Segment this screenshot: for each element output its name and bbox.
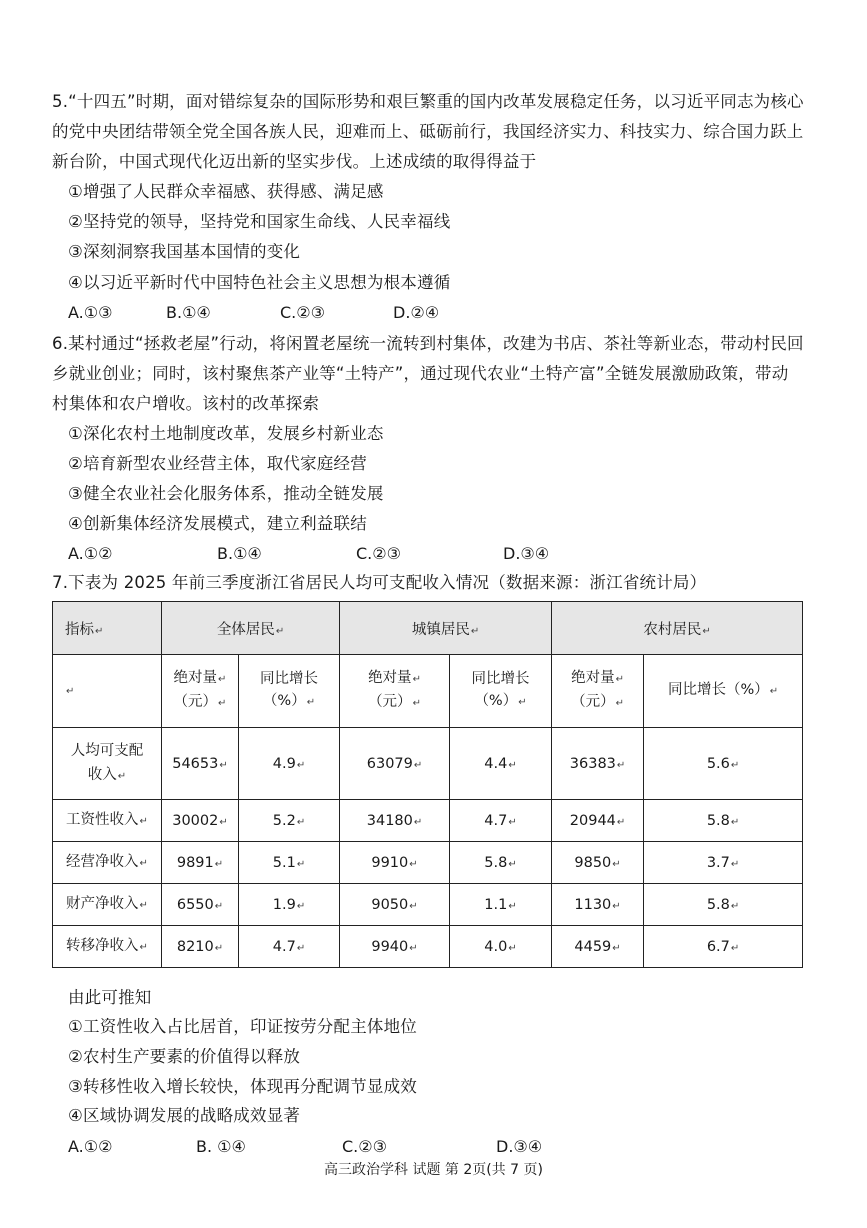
table-cell: 5.1↵ xyxy=(239,842,340,884)
q5-stem-line-2: 的党中央团结带领全党全国各族人民，迎难而上、砥砺前行，我国经济实力、科技实力、综合国力跃上 xyxy=(52,122,804,141)
header-group-all: 全体居民↵ xyxy=(162,602,340,655)
table-cell: 30002↵ xyxy=(162,800,239,842)
q5-choice-b: B.①④ xyxy=(166,303,211,322)
table-cell: 1.9↵ xyxy=(239,884,340,926)
subheader-abs: 绝对量↵ （元）↵ xyxy=(162,655,239,728)
q7-choice-a: A.①② xyxy=(68,1137,113,1156)
table-cell: 1.1↵ xyxy=(450,884,552,926)
header-index: 指标↵ xyxy=(53,602,162,655)
row-label: 工资性收入↵ xyxy=(53,800,162,842)
q6-option-1: ①深化农村土地制度改革，发展乡村新业态 xyxy=(68,424,384,443)
q6-stem-line-2: 乡就业创业；同时，该村聚焦茶产业等“土特产”，通过现代农业“土特产富”全链发展激励政策，带动 xyxy=(52,364,789,383)
q6-option-4: ④创新集体经济发展模式，建立利益联结 xyxy=(68,514,367,533)
table-cell: 4.7↵ xyxy=(239,926,340,968)
q7-choice-c: C.②③ xyxy=(342,1137,387,1156)
subheader-empty: ↵ xyxy=(53,655,162,728)
table-row xyxy=(53,728,803,800)
subheader-abs: 绝对量↵ （元）↵ xyxy=(340,655,450,728)
q5-choice-c: C.②③ xyxy=(280,303,325,322)
q7-stem: 7.下表为 2025 年前三季度浙江省居民人均可支配收入情况（数据来源：浙江省统计局） xyxy=(52,573,707,592)
q7-option-2: ②农村生产要素的价值得以释放 xyxy=(68,1047,301,1066)
q6-option-2: ②培育新型农业经营主体，取代家庭经营 xyxy=(68,454,367,473)
q6-choice-d: D.③④ xyxy=(503,544,550,563)
row-label: 人均可支配 收入↵ xyxy=(53,728,162,800)
table-cell: 6.7↵ xyxy=(644,926,803,968)
table-cell: 54653↵ xyxy=(162,728,239,800)
table-subheader-row xyxy=(53,655,803,728)
q5-option-2: ②坚持党的领导，坚持党和国家生命线、人民幸福线 xyxy=(68,212,451,231)
table-cell: 9910↵ xyxy=(340,842,450,884)
table-cell: 9940↵ xyxy=(340,926,450,968)
q5-choice-d: D.②④ xyxy=(393,303,440,322)
table-cell: 20944↵ xyxy=(552,800,644,842)
table-cell: 9850↵ xyxy=(552,842,644,884)
table-cell: 5.2↵ xyxy=(239,800,340,842)
q5-stem-line-1: 5.“十四五”时期，面对错综复杂的国际形势和艰巨繁重的国内改革发展稳定任务，以习近平同志为核心 xyxy=(52,92,804,111)
table-cell: 1130↵ xyxy=(552,884,644,926)
page-footer: 高三政治学科 试题 第 2页(共 7 页) xyxy=(324,1162,543,1178)
q7-option-4: ④区域协调发展的战略成效显著 xyxy=(68,1106,301,1125)
row-label: 财产净收入↵ xyxy=(53,884,162,926)
table-cell: 5.6↵ xyxy=(644,728,803,800)
q6-option-3: ③健全农业社会化服务体系，推动全链发展 xyxy=(68,484,384,503)
table-cell: 4.9↵ xyxy=(239,728,340,800)
table-cell: 34180↵ xyxy=(340,800,450,842)
q7-choice-d: D.③④ xyxy=(496,1137,543,1156)
q5-option-4: ④以习近平新时代中国特色社会主义思想为根本遵循 xyxy=(68,273,451,292)
q5-option-1: ①增强了人民群众幸福感、获得感、满足感 xyxy=(68,182,384,201)
table-cell: 8210↵ xyxy=(162,926,239,968)
subheader-growth: 同比增长 （%）↵ xyxy=(239,655,340,728)
subheader-growth-rural: 同比增长（%）↵ xyxy=(644,655,803,728)
table-cell: 4.7↵ xyxy=(450,800,552,842)
q6-choice-b: B.①④ xyxy=(217,544,262,563)
subheader-abs: 绝对量↵ （元）↵ xyxy=(552,655,644,728)
table-row xyxy=(53,926,803,968)
table-cell: 5.8↵ xyxy=(450,842,552,884)
row-label: 经营净收入↵ xyxy=(53,842,162,884)
q6-stem-line-3: 村集体和农户增收。该村的改革探索 xyxy=(52,394,320,413)
table-row xyxy=(53,884,803,926)
header-group-urban: 城镇居民↵ xyxy=(340,602,552,655)
subheader-growth: 同比增长 （%）↵ xyxy=(450,655,552,728)
q5-option-3: ③深刻洞察我国基本国情的变化 xyxy=(68,242,301,261)
header-group-rural: 农村居民↵ xyxy=(552,602,803,655)
table-header-row xyxy=(53,602,803,655)
q7-lead: 由此可推知 xyxy=(68,988,152,1007)
table-cell: 9050↵ xyxy=(340,884,450,926)
q6-choice-a: A.①② xyxy=(68,544,113,563)
table-cell: 63079↵ xyxy=(340,728,450,800)
table-cell: 5.8↵ xyxy=(644,884,803,926)
q5-stem-line-3: 新台阶，中国式现代化迈出新的坚实步伐。上述成绩的取得得益于 xyxy=(52,152,537,171)
table-cell: 6550↵ xyxy=(162,884,239,926)
table-cell: 4.4↵ xyxy=(450,728,552,800)
table-cell: 3.7↵ xyxy=(644,842,803,884)
q6-stem-line-1: 6.某村通过“拯救老屋”行动，将闲置老屋统一流转到村集体，改建为书店、茶社等新业态，带动村民回 xyxy=(52,334,804,353)
table-row xyxy=(53,842,803,884)
table-cell: 4.0↵ xyxy=(450,926,552,968)
q7-option-1: ①工资性收入占比居首，印证按劳分配主体地位 xyxy=(68,1017,417,1036)
table-cell: 36383↵ xyxy=(552,728,644,800)
income-table xyxy=(52,601,803,968)
table-cell: 4459↵ xyxy=(552,926,644,968)
table-row xyxy=(53,800,803,842)
table-cell: 5.8↵ xyxy=(644,800,803,842)
q7-option-3: ③转移性收入增长较快，体现再分配调节显成效 xyxy=(68,1077,417,1096)
q5-choice-a: A.①③ xyxy=(68,303,113,322)
q7-choice-b: B. ①④ xyxy=(196,1137,246,1156)
q6-choice-c: C.②③ xyxy=(356,544,401,563)
row-label: 转移净收入↵ xyxy=(53,926,162,968)
table-cell: 9891↵ xyxy=(162,842,239,884)
